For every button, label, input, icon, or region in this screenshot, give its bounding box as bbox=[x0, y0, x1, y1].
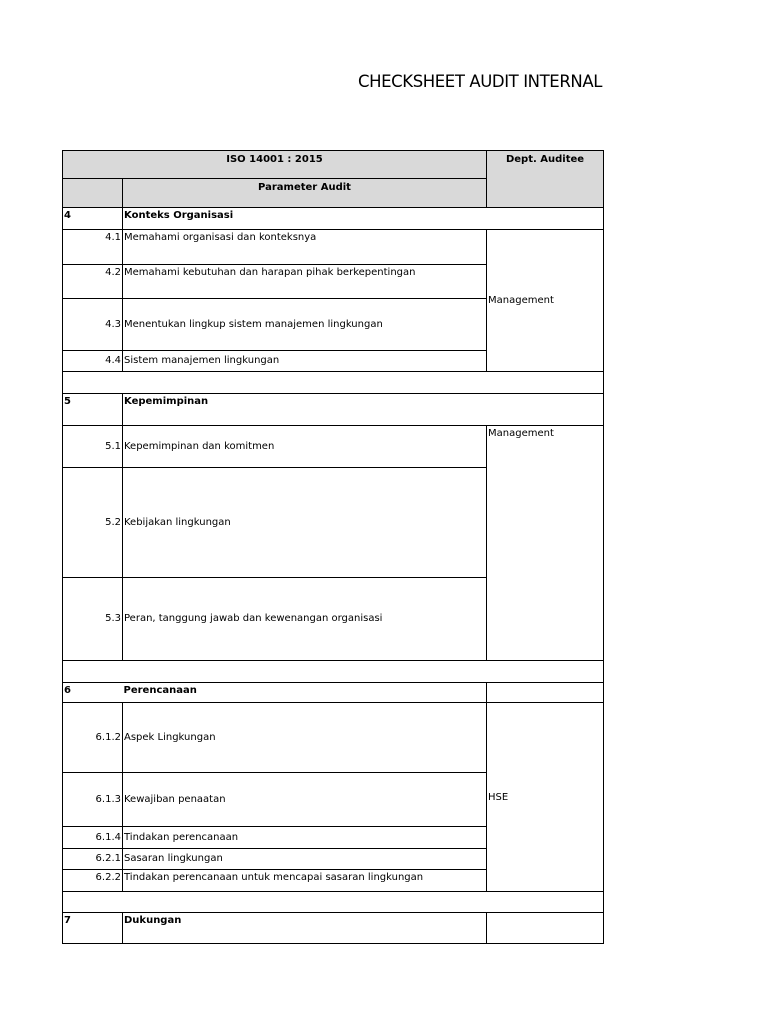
item-number: 6.1.3 bbox=[63, 773, 123, 827]
item-text: Memahami kebutuhan dan harapan pihak berkepentingan bbox=[123, 265, 487, 299]
dept-auditee-cell: Management bbox=[487, 230, 604, 372]
table-row bbox=[63, 703, 604, 773]
item-text: Aspek Lingkungan bbox=[123, 703, 487, 773]
item-number: 4.2 bbox=[63, 265, 123, 299]
section-row bbox=[63, 913, 604, 944]
item-text: Kebijakan lingkungan bbox=[123, 468, 487, 578]
section-number: 5 bbox=[63, 394, 123, 426]
item-text: Kewajiban penaatan bbox=[123, 773, 487, 827]
dept-auditee-header: Dept. Auditee bbox=[487, 151, 604, 208]
item-text: Menentukan lingkup sistem manajemen lingkungan bbox=[123, 299, 487, 351]
item-text: Kepemimpinan dan komitmen bbox=[123, 426, 487, 468]
item-text: Sistem manajemen lingkungan bbox=[123, 351, 487, 372]
item-number: 4.4 bbox=[63, 351, 123, 372]
item-number: 6.1.2 bbox=[63, 703, 123, 773]
item-number: 6.1.4 bbox=[63, 827, 123, 849]
dept-auditee-cell: HSE bbox=[487, 703, 604, 892]
spacer-row bbox=[63, 892, 604, 913]
section-dept-cell bbox=[487, 683, 604, 703]
item-number: 6.2.2 bbox=[63, 870, 123, 892]
no-header bbox=[63, 179, 123, 208]
table-row bbox=[63, 426, 604, 468]
table-row bbox=[63, 230, 604, 265]
section-number: 4 bbox=[63, 208, 123, 230]
standard-header: ISO 14001 : 2015 bbox=[63, 151, 487, 179]
item-text: Sasaran lingkungan bbox=[123, 849, 487, 870]
item-text: Tindakan perencanaan bbox=[123, 827, 487, 849]
document-title: CHECKSHEET AUDIT INTERNAL bbox=[358, 72, 603, 91]
audit-checksheet-table bbox=[62, 150, 604, 944]
section-number: 6 bbox=[63, 683, 123, 703]
section-dept-cell bbox=[487, 913, 604, 944]
header-row bbox=[63, 151, 604, 179]
empty-cell bbox=[63, 661, 604, 683]
item-number: 4.1 bbox=[63, 230, 123, 265]
section-number: 7 bbox=[63, 913, 123, 944]
item-text: Memahami organisasi dan konteksnya bbox=[123, 230, 487, 265]
item-number: 5.1 bbox=[63, 426, 123, 468]
section-row bbox=[63, 208, 604, 230]
section-row bbox=[63, 683, 604, 703]
section-dept-cell bbox=[487, 394, 604, 426]
item-number: 5.3 bbox=[63, 578, 123, 661]
spacer-row bbox=[63, 661, 604, 683]
section-title: Kepemimpinan bbox=[123, 394, 487, 426]
dept-auditee-cell: Management bbox=[487, 426, 604, 661]
section-title: Dukungan bbox=[123, 913, 487, 944]
parameter-audit-header: Parameter Audit bbox=[123, 179, 487, 208]
section-row bbox=[63, 394, 604, 426]
spacer-row bbox=[63, 372, 604, 394]
section-title: Perencanaan bbox=[123, 683, 487, 703]
item-number: 6.2.1 bbox=[63, 849, 123, 870]
empty-cell bbox=[63, 892, 604, 913]
empty-cell bbox=[63, 372, 604, 394]
item-text: Peran, tanggung jawab dan kewenangan organisasi bbox=[123, 578, 487, 661]
item-number: 5.2 bbox=[63, 468, 123, 578]
item-text: Tindakan perencanaan untuk mencapai sasaran lingkungan bbox=[123, 870, 487, 892]
item-number: 4.3 bbox=[63, 299, 123, 351]
section-dept-cell bbox=[487, 208, 604, 230]
section-title: Konteks Organisasi bbox=[123, 208, 487, 230]
